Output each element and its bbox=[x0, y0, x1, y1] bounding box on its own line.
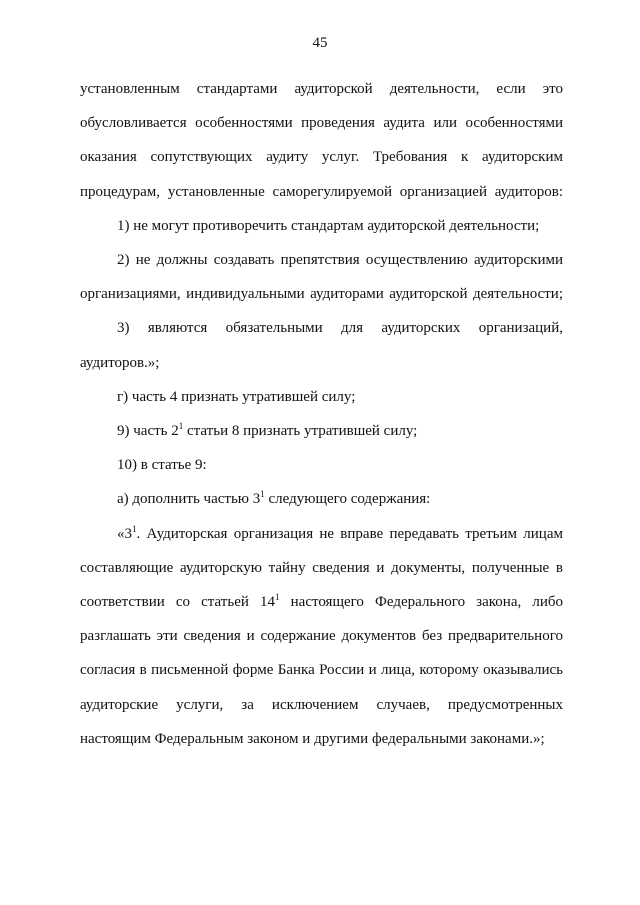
paragraph-item-10 bbox=[80, 448, 563, 482]
paragraph-item-9 bbox=[80, 414, 563, 448]
text-line: организациями, индивидуальными аудиторами аудиторской деятельности; bbox=[80, 286, 563, 303]
text-line: г) часть 4 признать утратившей силу; bbox=[117, 388, 356, 405]
paragraph-quote bbox=[80, 517, 563, 756]
text-line: оказания сопутствующих аудиту услуг. Требования к аудиторским bbox=[80, 149, 563, 166]
paragraph-item-a bbox=[80, 482, 563, 516]
text-line: процедурам, установленные саморегулируемой организацией аудиторов: bbox=[80, 183, 563, 200]
superscript: 1 bbox=[178, 421, 184, 432]
superscript: 1 bbox=[260, 489, 265, 500]
document-body bbox=[80, 72, 563, 756]
text-line bbox=[80, 585, 563, 619]
text-line: 2) не должны создавать препятствия осуществлению аудиторскими bbox=[117, 252, 563, 269]
text-line bbox=[80, 517, 563, 551]
text-line: обусловливается особенностями проведения аудита или особенностями bbox=[80, 115, 563, 132]
text-line bbox=[80, 414, 563, 448]
paragraph-continuation bbox=[80, 72, 563, 209]
text-line: аудиторские услуги, за исключением случаев, предусмотренных bbox=[80, 696, 563, 713]
page-number: 45 bbox=[312, 35, 328, 51]
superscript: 1 bbox=[132, 523, 137, 534]
paragraph-item-1 bbox=[80, 209, 563, 243]
text-line: аудиторов.»; bbox=[80, 354, 160, 371]
text-fragment: а) дополнить частью 3 bbox=[117, 491, 261, 508]
text-line: разглашать эти сведения и содержание документов без предварительного bbox=[80, 628, 563, 645]
text-fragment: «3 bbox=[117, 525, 132, 542]
text-fragment: . Аудиторская организация не вправе передавать третьим лицам bbox=[136, 525, 563, 542]
text-line: составляющие аудиторскую тайну сведения и документы, полученные в bbox=[80, 559, 563, 576]
text-fragment: следующего содержания: bbox=[264, 491, 431, 508]
text-line bbox=[80, 482, 563, 516]
paragraph-item-g bbox=[80, 380, 563, 414]
text-line: установленным стандартами аудиторской деятельности, если это bbox=[80, 81, 563, 97]
paragraph-item-3 bbox=[80, 311, 563, 379]
text-fragment: статьи 8 признать утратившей силу; bbox=[183, 423, 418, 440]
text-line: 3) являются обязательными для аудиторских организаций, bbox=[117, 320, 563, 337]
text-line: 1) не могут противоречить стандартам аудиторской деятельности; bbox=[117, 217, 540, 234]
text-line: 10) в статье 9: bbox=[117, 457, 207, 474]
paragraph-item-2 bbox=[80, 243, 563, 311]
text-line: согласия в письменной форме Банка России и лица, которому оказывались bbox=[80, 662, 563, 679]
text-line: настоящим Федеральным законом и другими федеральными законами.»; bbox=[80, 730, 545, 747]
superscript: 1 bbox=[275, 592, 280, 603]
text-fragment: 9) часть 2 bbox=[117, 423, 179, 440]
text-fragment: соответствии со статьей 14 bbox=[80, 594, 276, 611]
text-fragment: настоящего Федерального закона, либо bbox=[279, 594, 563, 611]
